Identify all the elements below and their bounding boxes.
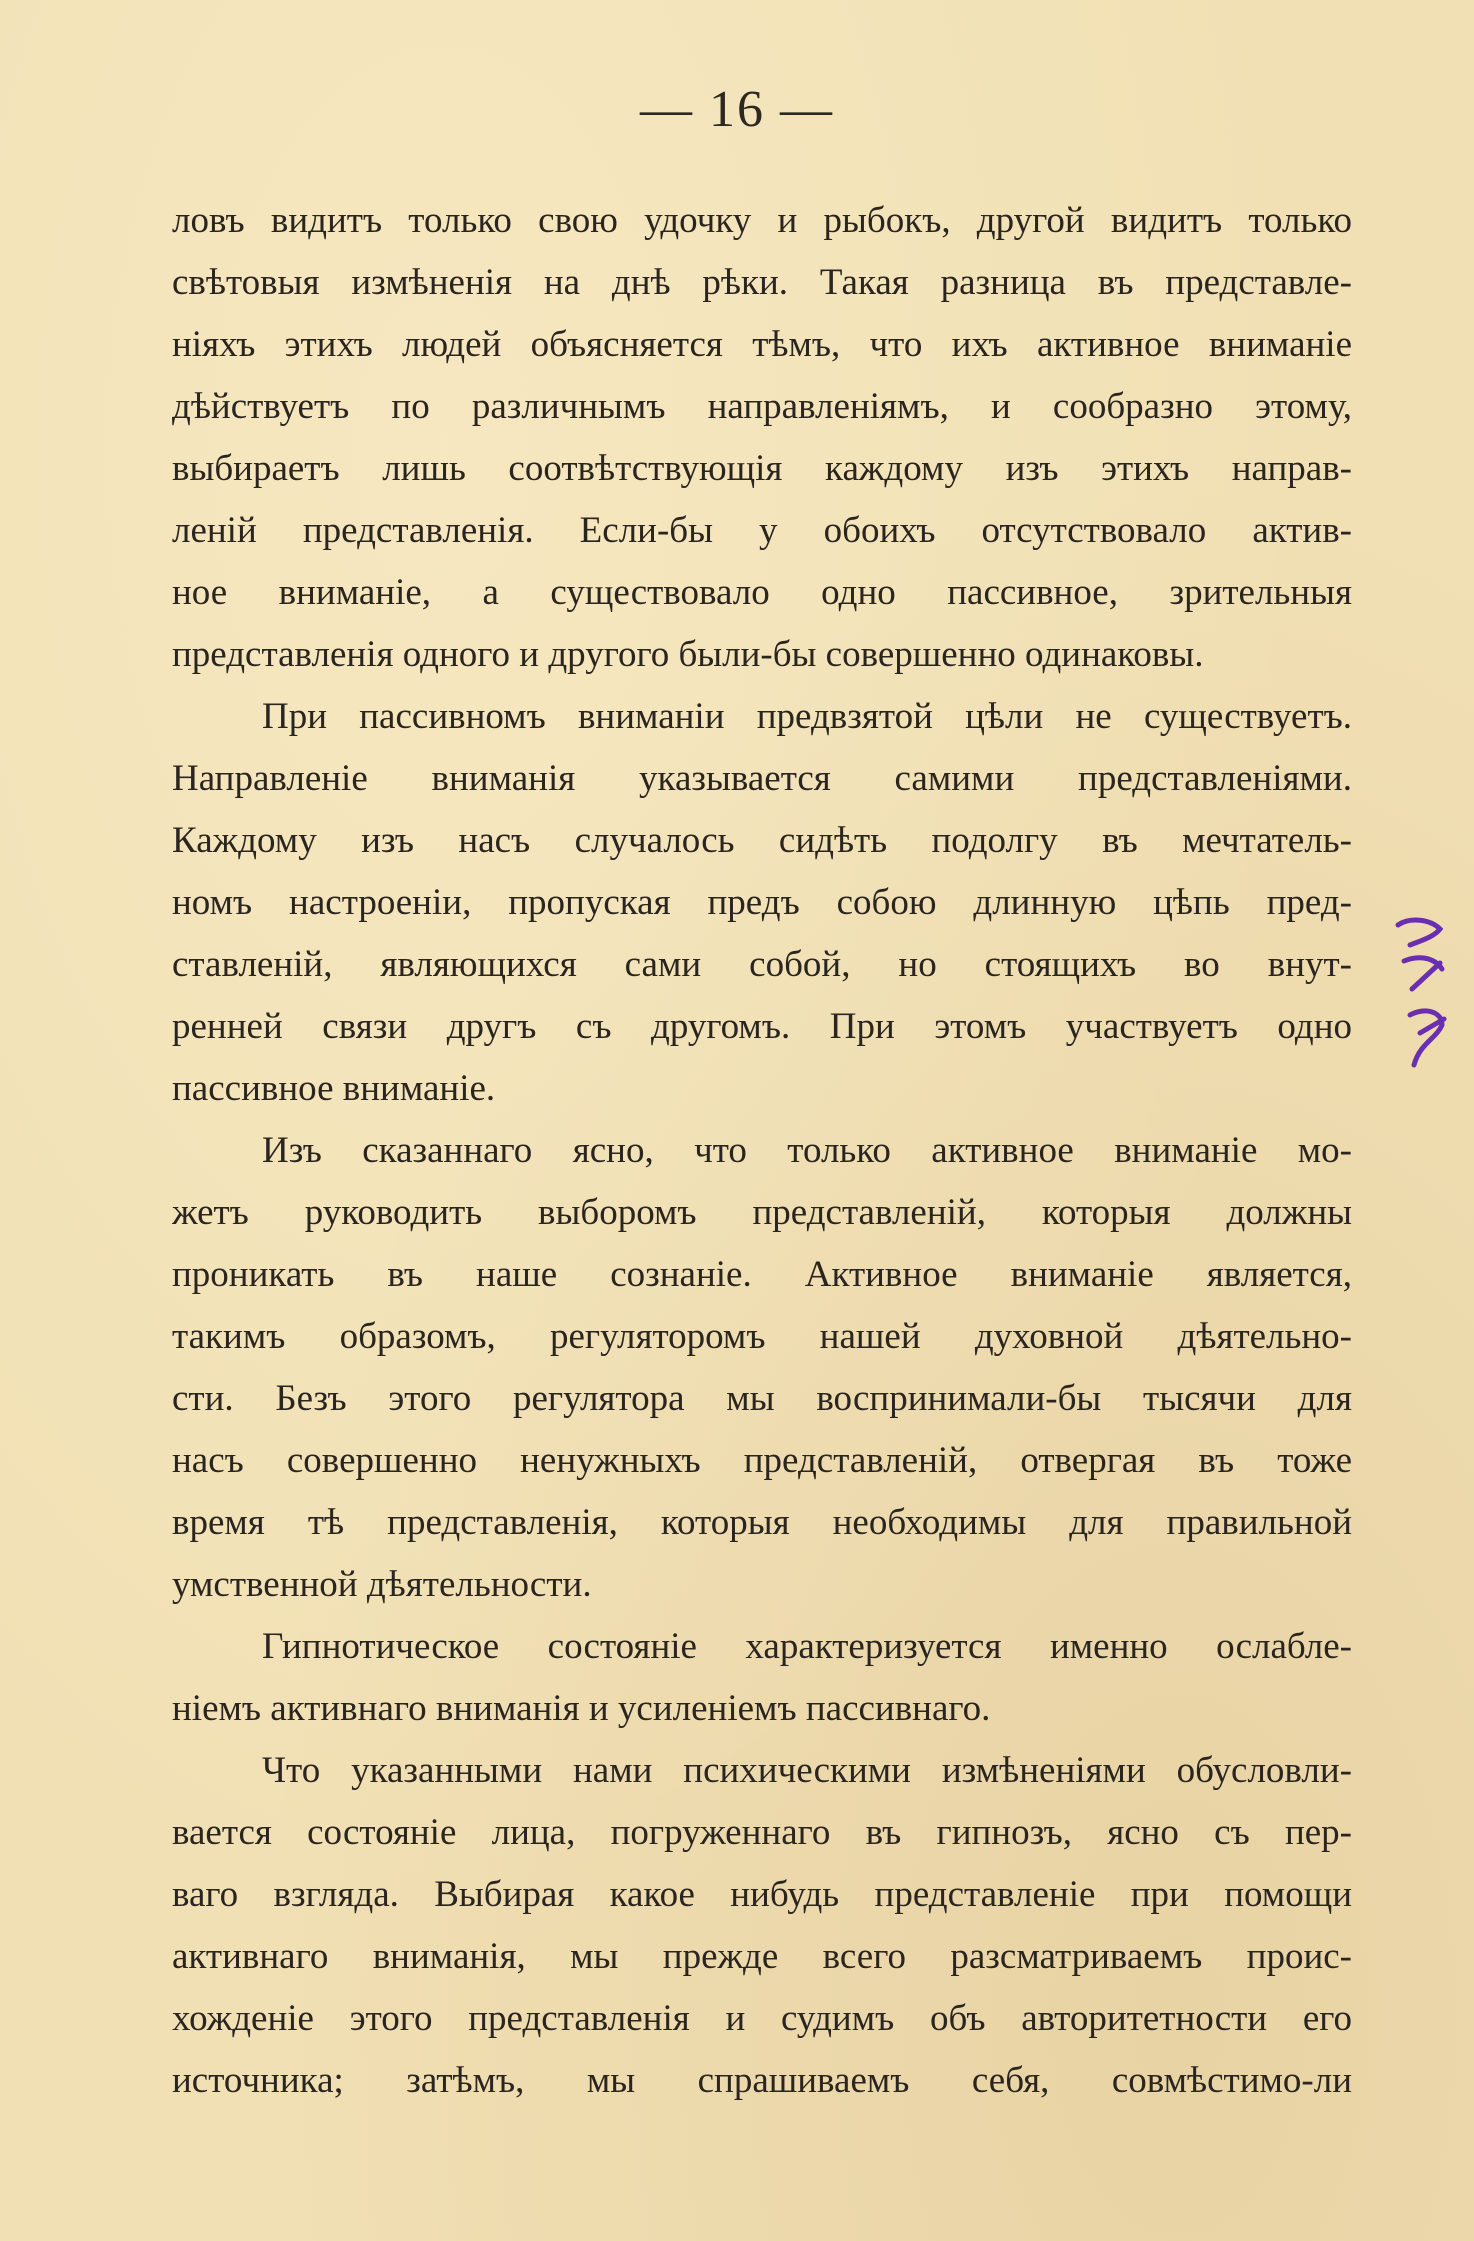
text-line: время тѣ представленія, которыя необходимы для правильной (172, 1502, 1352, 1543)
text-line: свѣтовыя измѣненія на днѣ рѣки. Такая разница въ представле- (172, 262, 1352, 303)
text-line: жетъ руководить выборомъ представленій, которыя должны (172, 1192, 1352, 1233)
text-line: источника; затѣмъ, мы спрашиваемъ себя, совмѣстимо-ли (172, 2060, 1352, 2101)
text-line: ное вниманіе, а существовало одно пассивное, зрительныя (172, 572, 1352, 613)
text-line: вается состояніе лица, погруженнаго въ гипнозъ, ясно съ пер- (172, 1812, 1352, 1853)
text-line: Направленіе вниманія указывается самими представленіями. (172, 758, 1352, 799)
text-line: ваго взгляда. Выбирая какое нибудь представленіе при помощи (172, 1874, 1352, 1915)
text-line: ніемъ активнаго вниманія и усиленіемъ пассивнаго. (172, 1688, 991, 1729)
text-line: ловъ видитъ только свою удочку и рыбокъ, другой видитъ только (172, 200, 1352, 241)
text-line: номъ настроеніи, пропуская предъ собою длинную цѣпь пред- (172, 882, 1352, 923)
text-line: активнаго вниманія, мы прежде всего разсматриваемъ проис- (172, 1936, 1352, 1977)
text-line: такимъ образомъ, регуляторомъ нашей духовной дѣятельно- (172, 1316, 1352, 1357)
text-line: насъ совершенно ненужныхъ представленій, отвергая въ тоже (172, 1440, 1352, 1481)
text-line: Что указанными нами психическими измѣненіями обусловли- (262, 1750, 1352, 1791)
text-line: выбираетъ лишь соотвѣтствующія каждому изъ этихъ направ- (172, 448, 1352, 489)
text-line: умственной дѣятельности. (172, 1564, 592, 1605)
handwritten-margin-mark-icon (1390, 915, 1460, 1075)
text-line: ренней связи другъ съ другомъ. При этомъ участвуетъ одно (172, 1006, 1352, 1047)
text-line: дѣйствуетъ по различнымъ направленіямъ, и сообразно этому, (172, 386, 1352, 427)
text-line: хожденіе этого представленія и судимъ объ авторитетности его (172, 1998, 1352, 2039)
page-number: — 16 — (640, 81, 834, 138)
text-line: сти. Безъ этого регулятора мы воспринимали-бы тысячи для (172, 1378, 1352, 1419)
text-line: При пассивномъ вниманіи предвзятой цѣли не существуетъ. (262, 696, 1352, 737)
text-line: проникать въ наше сознаніе. Активное вниманіе является, (172, 1254, 1352, 1295)
text-line: пассивное вниманіе. (172, 1068, 496, 1109)
text-line: ставленій, являющихся сами собой, но стоящихъ во внут- (172, 944, 1352, 985)
text-line: Гипнотическое состояніе характеризуется именно ослабле- (262, 1626, 1352, 1667)
text-line: ніяхъ этихъ людей объясняется тѣмъ, что ихъ активное вниманіе (172, 324, 1352, 365)
text-line: Изъ сказаннаго ясно, что только активное вниманіе мо- (262, 1130, 1352, 1171)
body-text (172, 190, 1352, 2112)
text-line: представленія одного и другого были-бы совершенно одинаковы. (172, 634, 1204, 675)
text-line: леній представленія. Если-бы у обоихъ отсутствовало актив- (172, 510, 1352, 551)
text-line: Каждому изъ насъ случалось сидѣть подолгу въ мечтатель- (172, 820, 1352, 861)
